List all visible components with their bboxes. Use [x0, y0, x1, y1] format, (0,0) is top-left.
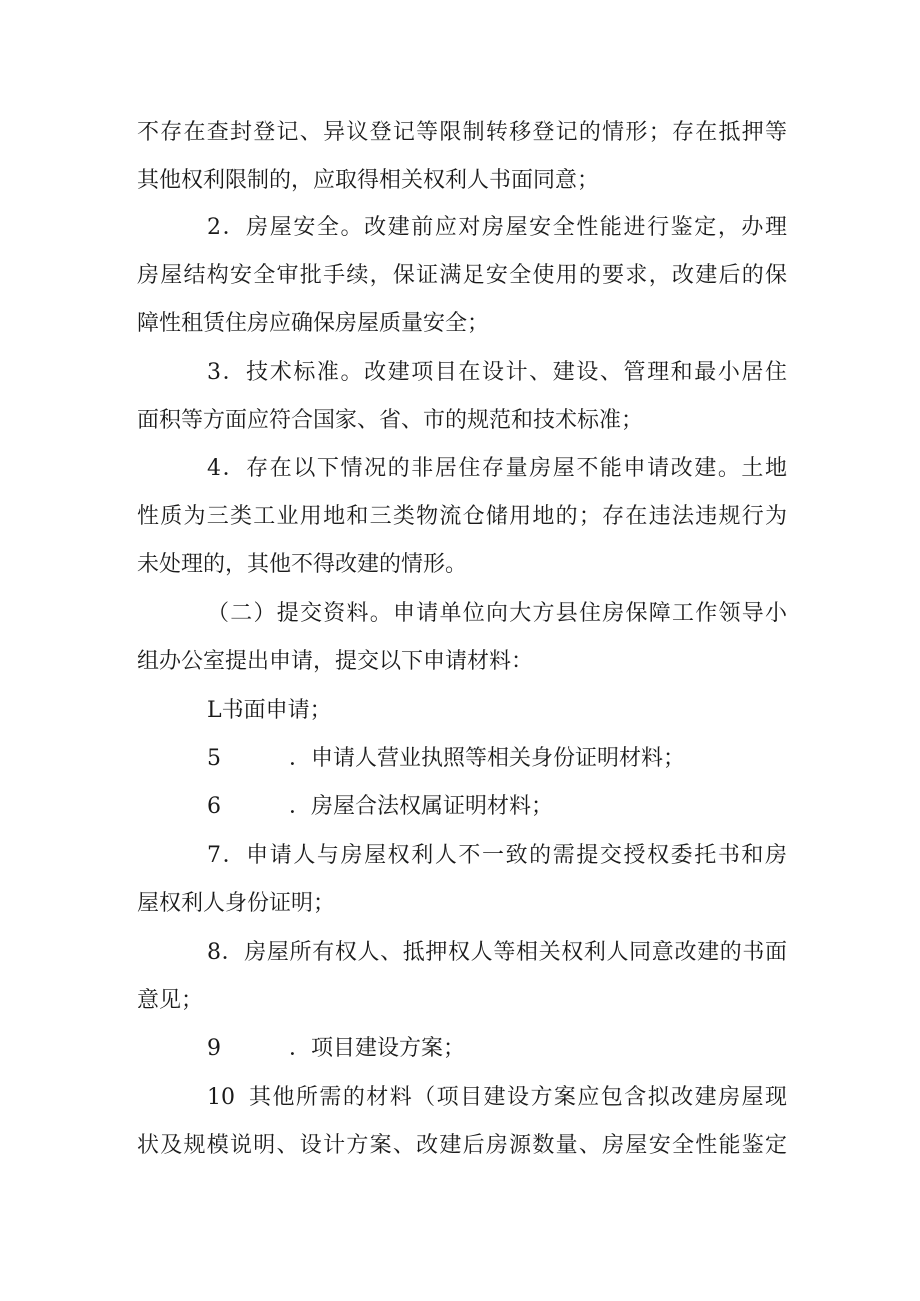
item-10-line-2: 状及规模说明、设计方案、改建后房源数量、房屋安全性能鉴定 — [137, 1133, 787, 1158]
list-item-5 — [207, 741, 787, 777]
text-line-1: 不存在查封登记、异议登记等限制转移登记的情形；存在抵押等 — [137, 120, 787, 145]
list-item-6 — [207, 789, 787, 825]
list-text-5: ．申请人营业执照等相关身份证明材料； — [289, 746, 686, 771]
text-line-2: 其他权利限制的，应取得相关权利人书面同意； — [137, 168, 600, 193]
list-number-5: 5 — [207, 746, 221, 771]
section-two-line-1: （二）提交资料。申请单位向大方县住房保障工作领导小 — [207, 601, 787, 626]
item-2-line-3: 障性租赁住房应确保房屋质量安全； — [137, 311, 490, 336]
item-3-line-2: 面积等方面应符合国家、省、市的规范和技术标准； — [137, 408, 644, 433]
list-number-6: 6 — [207, 794, 221, 819]
item-2-line-1: 2．房屋安全。改建前应对房屋安全性能进行鉴定，办理 — [207, 215, 787, 240]
item-3-line-1: 3．技术标准。改建项目在设计、建设、管理和最小居住 — [207, 360, 787, 385]
item-10-line-1 — [207, 1080, 787, 1116]
list-number-9: 9 — [207, 1036, 221, 1061]
item-4-line-3: 未处理的，其他不得改建的情形。 — [137, 552, 468, 577]
item-2-line-2: 房屋结构安全审批手续，保证满足安全使用的要求，改建后的保 — [137, 263, 787, 288]
item-7-line-2: 屋权利人身份证明； — [137, 891, 336, 916]
list-text-6: ．房屋合法权属证明材料； — [289, 794, 554, 819]
item-4-line-2: 性质为三类工业用地和三类物流仓储用地的；存在违法违规行为 — [137, 504, 787, 529]
item-10-text: 其他所需的材料（项目建设方案应包含拟改建房屋现 — [249, 1085, 787, 1110]
item-8-line-2: 意见； — [137, 988, 204, 1013]
list-item-l: L书面申请； — [207, 698, 332, 723]
list-item-9 — [207, 1031, 787, 1067]
list-text-9: ．项目建设方案； — [289, 1036, 466, 1061]
section-two-line-2: 组办公室提出申请，提交以下申请材料： — [137, 649, 534, 674]
item-4-line-1: 4．存在以下情况的非居住存量房屋不能申请改建。土地 — [207, 456, 787, 481]
list-number-10: 10 — [207, 1085, 235, 1110]
item-7-line-1: 7．申请人与房屋权利人不一致的需提交授权委托书和房 — [207, 843, 787, 868]
item-8-line-1: 8．房屋所有权人、抵押权人等相关权利人同意改建的书面 — [207, 940, 787, 965]
